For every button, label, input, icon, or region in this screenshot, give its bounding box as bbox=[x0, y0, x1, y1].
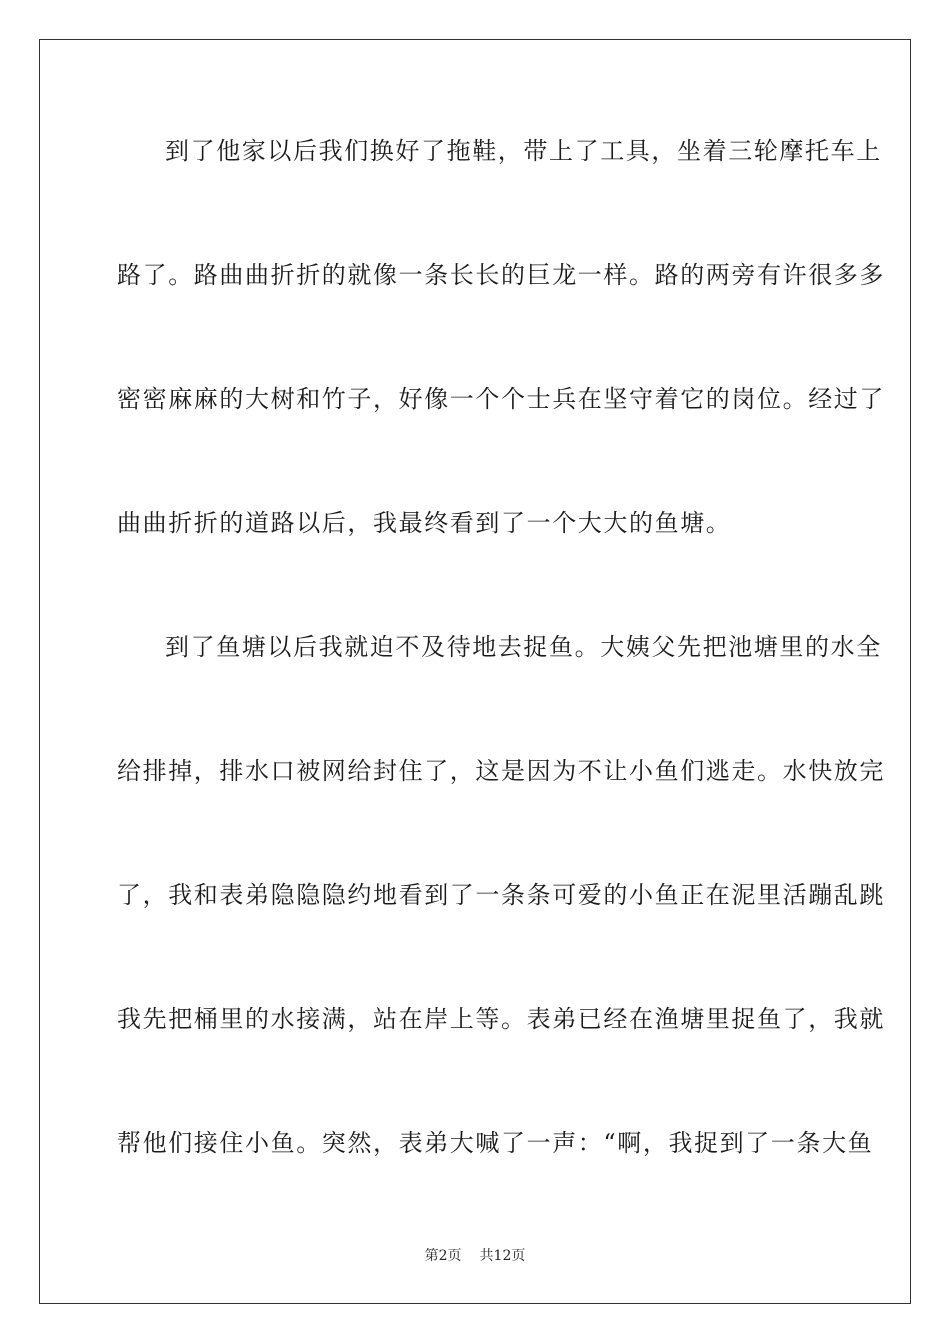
page-border bbox=[39, 39, 911, 1304]
page-number: 第2页 bbox=[424, 1248, 462, 1264]
text-line-9: 帮他们接住小鱼。突然，表弟大喊了一声：“啊，我捉到了一条大鱼 bbox=[117, 1129, 874, 1157]
text-line-8: 我先把桶里的水接满，站在岸上等。表弟已经在渔塘里捉鱼了，我就 bbox=[117, 1005, 885, 1033]
text-line-5: 到了鱼塘以后我就迫不及待地去捉鱼。大姨父先把池塘里的水全 bbox=[165, 633, 882, 661]
text-line-4: 曲曲折折的道路以后，我最终看到了一个大大的鱼塘。 bbox=[117, 509, 732, 537]
text-line-2: 路了。路曲曲折折的就像一条长长的巨龙一样。路的两旁有许很多多 bbox=[117, 261, 885, 289]
text-line-6: 给排掉，排水口被网给封住了，这是因为不让小鱼们逃走。水快放完 bbox=[117, 757, 885, 785]
page-footer bbox=[0, 1247, 950, 1265]
text-line-7: 了，我和表弟隐隐隐约地看到了一条条可爱的小鱼正在泥里活蹦乱跳 bbox=[117, 881, 885, 909]
text-line-1: 到了他家以后我们换好了拖鞋，带上了工具，坐着三轮摩托车上 bbox=[165, 137, 882, 165]
page-total: 共12页 bbox=[479, 1248, 526, 1264]
text-line-3: 密密麻麻的大树和竹子，好像一个个士兵在坚守着它的岗位。经过了 bbox=[117, 385, 885, 413]
